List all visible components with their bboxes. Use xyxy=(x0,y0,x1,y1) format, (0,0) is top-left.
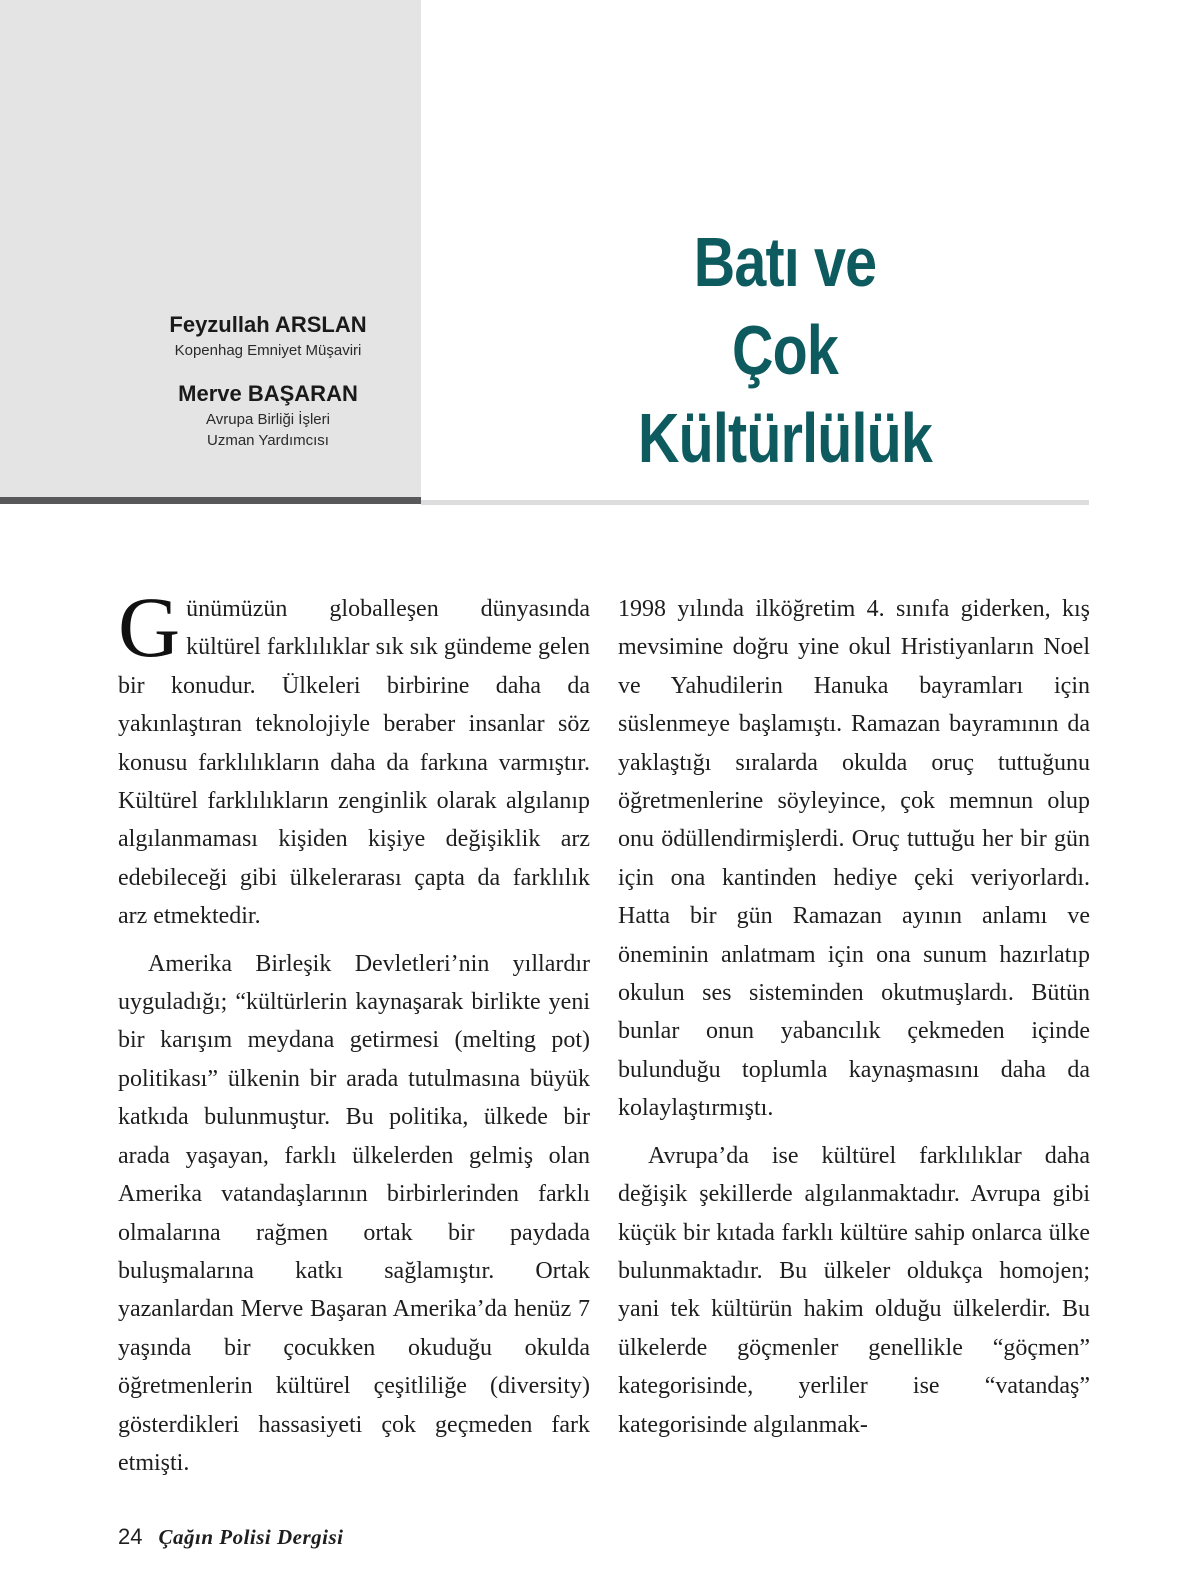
page-footer xyxy=(118,1522,344,1552)
article-title xyxy=(601,218,970,482)
text-column-right xyxy=(618,590,1090,1444)
author-role-1: Kopenhag Emniyet Müşaviri xyxy=(174,342,362,359)
author-role-2-line-1: Avrupa Birliği İşleri xyxy=(206,411,330,428)
magazine-name: Çağın Polisi Dergisi xyxy=(158,1524,344,1549)
title-line-2: Çok Kültürlülük xyxy=(638,311,932,477)
author-name-2: Merve BAŞARAN xyxy=(178,381,358,406)
paragraph: Avrupa’da ise kültürel farklılıklar daha değişik şekillerde algılanmaktadır. Avrupa gibi küçük bir kıtada farklı kültüre sahip onlarca ülke bulunmaktadır. Bu ülkeler oldukça homojen; yani tek kültürün hakim olduğu ülkelerdir. Bu ülkelerde göçmenler genellikle “göçmen” kategorisinde, yerliler ise “vatandaş” kategorisinde algılanmak- xyxy=(618,1142,1090,1438)
page-number: 24 xyxy=(118,1524,143,1549)
author-role-2-line-2: Uzman Yardımcısı xyxy=(207,432,329,449)
divider-light xyxy=(421,500,1089,505)
author-name-1: Feyzullah ARSLAN xyxy=(169,312,367,337)
divider-dark xyxy=(0,497,421,504)
paragraph-text: ünümüzün globalleşen dünyasında kültürel farklılıklar sık sık gündeme gelen bir konudur. Ülkeleri birbirine daha da yakınlaştıran teknolojiyle beraber insanlar söz konusu farklılıkların daha da farkına varmıştır. Kültürel farklılıkların zenginlik olarak algılanıp algılanmaması kişiden kişiye değişiklik arz edebileceği gibi ülkelerarası çapta da farklılık arz etmektedir. xyxy=(118,596,590,930)
paragraph: Amerika Birleşik Devletleri’nin yıllardır uyguladığı; “kültürlerin kaynaşarak birlikte yeni bir karışım meydana getirmesi (melting pot) politikası” ülkenin bir arada tutulmasına büyük katkıda bulunmuştur. Bu politika, ülkede bir arada yaşayan, farklı ülkelerden gelmiş olan Amerika vatandaşlarının birbirlerinden farklı olmalarına rağmen ortak bir paydada buluşmalarına katkı sağlamıştır. Ortak yazanlardan Merve Başaran Amerika’da henüz 7 yaşında bir çocukken okuduğu okulda öğretmenlerin kültürel çeşitliliğe (diversity) gösterdikleri hassasiyeti çok geçmeden fark etmişti. xyxy=(118,950,590,1476)
drop-cap: G xyxy=(118,579,181,675)
paragraph: 1998 yılında ilköğretim 4. sınıfa giderken, kış mevsimine doğru yine okul Hristiyanların Noel ve Yahudilerin Hanuka bayramları için süslenmeye başlamıştı. Ramazan bayramının da yaklaştığı sıralarda okulda oruç tuttuğunu öğretmenlerine söyleyince, çok memnun olup onu ödüllendirmişlerdi. Oruç tuttuğu her bir gün için ona kantinden hediye çeki veriyorlardı. Hatta bir gün Ramazan ayının anlamı ve öneminin anlatmam için ona sunum hazırlatıp okulun ses sisteminden okutmuşlardı. Bütün bunlar onun yabancılık çekmeden içinde bulunduğu toplumla kaynaşmasını daha da kolaylaştırmıştı. xyxy=(618,596,1090,1122)
author-block xyxy=(150,310,386,451)
text-column-left xyxy=(118,579,590,1482)
paragraph xyxy=(118,579,590,936)
title-line-1: Batı ve xyxy=(693,223,877,301)
